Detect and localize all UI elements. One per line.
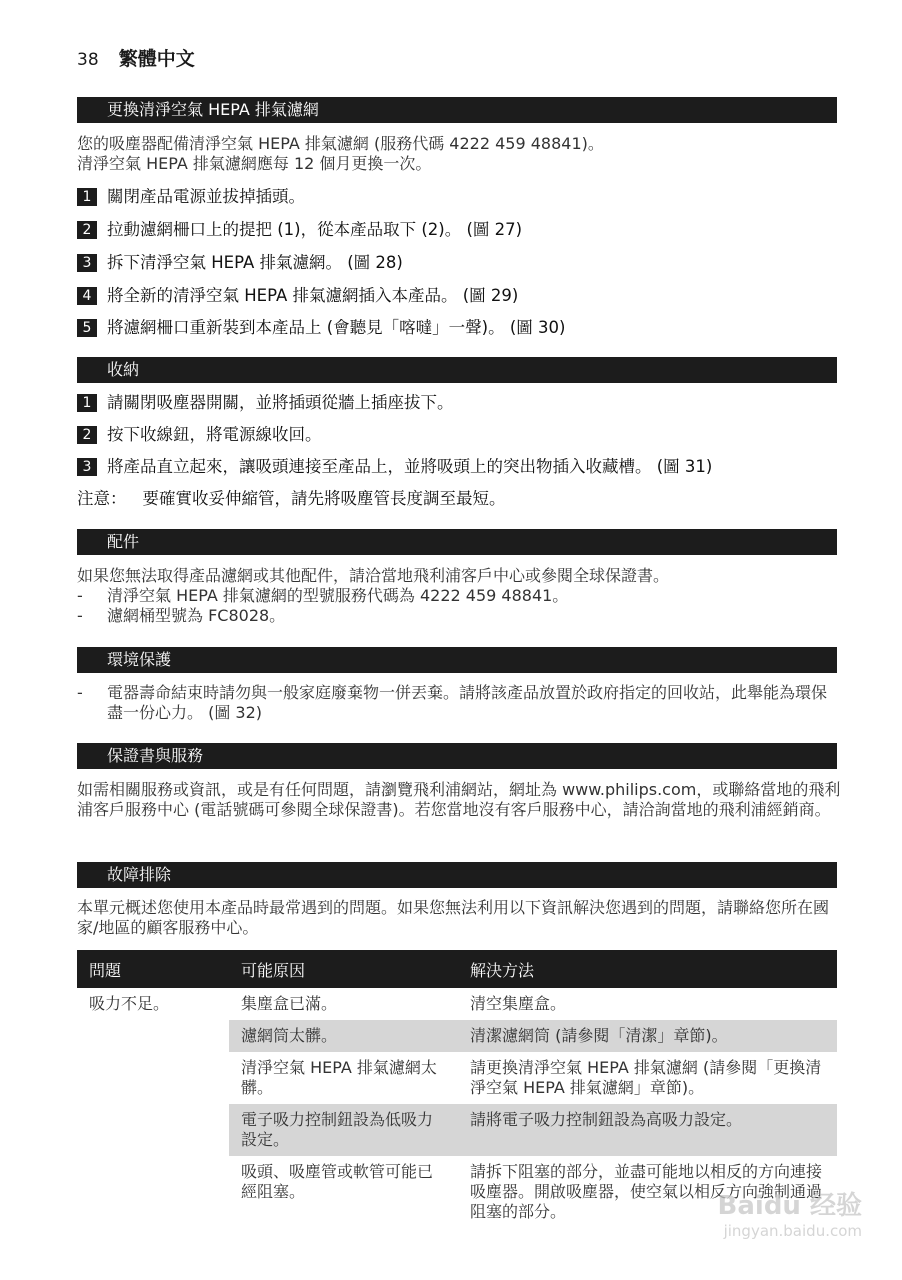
section-title-storage: 收納	[77, 357, 837, 383]
table-row	[77, 988, 837, 1020]
cell-problem	[77, 1156, 229, 1228]
header-problem: 問題	[77, 950, 229, 988]
cell-problem	[77, 1052, 229, 1104]
troubleshooting-intro: 本單元概述您使用本產品時最常遇到的問題。如果您無法利用以下資訊解決您遇到的問題，請聯絡您所在國家/地區的顧客服務中心。	[77, 898, 830, 937]
step-number-badge: 3	[77, 458, 97, 476]
hepa-step-1	[77, 186, 305, 208]
bullet-text: 濾網桶型號為 FC8028。	[107, 606, 286, 625]
watermark-url: jingyan.baidu.com	[723, 1222, 862, 1240]
bullet-dash: -	[77, 586, 83, 605]
header-solution: 解決方法	[458, 950, 837, 988]
table-header-row	[77, 950, 837, 988]
hepa-intro-line1: 您的吸塵器配備清淨空氣 HEPA 排氣濾網 (服務代碼 4222 459 48841)。	[77, 134, 604, 153]
step-text: 將全新的清淨空氣 HEPA 排氣濾網插入本產品。 (圖 29)	[107, 286, 519, 305]
cell-solution: 請更換清淨空氣 HEPA 排氣濾網 (請參閱「更換清淨空氣 HEPA 排氣濾網」章節)。	[470, 1058, 822, 1097]
page-number: 38	[77, 50, 99, 70]
hepa-step-4	[77, 285, 518, 307]
table-row	[77, 1052, 837, 1104]
cell-problem	[77, 1020, 229, 1052]
section-title-troubleshooting: 故障排除	[77, 862, 837, 888]
section-title-accessories: 配件	[77, 529, 837, 555]
step-text: 拉動濾網柵口上的提把 (1)，從本產品取下 (2)。 (圖 27)	[107, 220, 523, 239]
step-number-badge: 2	[77, 221, 97, 239]
hepa-step-5	[77, 317, 565, 339]
step-text: 將產品直立起來，讓吸頭連接至產品上，並將吸頭上的突出物插入收藏槽。 (圖 31)	[107, 457, 713, 476]
storage-note	[77, 488, 506, 510]
section-title-environment: 環境保護	[77, 647, 837, 673]
step-text: 將濾網柵口重新裝到本產品上 (會聽見「喀噠」一聲)。 (圖 30)	[107, 318, 566, 337]
note-text: 要確實收妥伸縮管，請先將吸塵管長度調至最短。	[142, 489, 506, 508]
cell-solution: 請將電子吸力控制鈕設為高吸力設定。	[458, 1104, 837, 1156]
header-cause: 可能原因	[229, 950, 458, 988]
table-row	[77, 1104, 837, 1156]
section-title-hepa: 更換清淨空氣 HEPA 排氣濾網	[77, 97, 837, 123]
hepa-intro	[77, 134, 847, 174]
step-text: 拆下清淨空氣 HEPA 排氣濾網。 (圖 28)	[107, 253, 403, 272]
step-number-badge: 1	[77, 188, 97, 206]
section-title-warranty: 保證書與服務	[77, 743, 837, 769]
bullet-text: 電器壽命結束時請勿與一般家庭廢棄物一併丟棄。請將該產品放置於政府指定的回收站，此舉能為環保盡一份心力。 (圖 32)	[107, 683, 828, 722]
cell-cause: 濾網筒太髒。	[229, 1020, 458, 1052]
hepa-intro-line2: 清淨空氣 HEPA 排氣濾網應每 12 個月更換一次。	[77, 154, 432, 173]
storage-step-1	[77, 392, 454, 414]
cell-problem	[77, 1104, 229, 1156]
step-number-badge: 4	[77, 287, 97, 305]
step-number-badge: 1	[77, 394, 97, 412]
cell-cause: 電子吸力控制鈕設為低吸力設定。	[229, 1104, 458, 1156]
bullet-dash: -	[77, 606, 83, 625]
storage-step-2	[77, 424, 322, 446]
language-title: 繁體中文	[118, 48, 195, 70]
accessories-intro: 如果您無法取得產品濾網或其他配件，請洽當地飛利浦客戶中心或參閱全球保證書。	[77, 566, 670, 585]
baidu-watermark	[718, 1185, 862, 1240]
step-text: 按下收線鈕，將電源線收回。	[107, 425, 322, 444]
watermark-main: Baidu 经验	[717, 1191, 862, 1221]
accessories-bullet-1	[77, 586, 847, 606]
bullet-dash: -	[77, 683, 83, 702]
step-number-badge: 5	[77, 319, 97, 337]
bullet-text: 清淨空氣 HEPA 排氣濾網的型號服務代碼為 4222 459 48841。	[107, 586, 569, 605]
cell-solution: 清空集塵盒。	[470, 994, 567, 1013]
cell-problem: 吸力不足。	[89, 994, 170, 1013]
note-label: 注意：	[77, 489, 127, 508]
cell-cause: 清淨空氣 HEPA 排氣濾網太髒。	[241, 1058, 437, 1097]
storage-step-3	[77, 456, 712, 478]
cell-solution: 清潔濾網筒 (請參閱「清潔」章節)。	[458, 1020, 837, 1052]
page-header	[77, 44, 195, 71]
cell-cause: 集塵盒已滿。	[241, 994, 338, 1013]
step-number-badge: 3	[77, 254, 97, 272]
cell-solution: 請拆下阻塞的部分，並盡可能地以相反的方向連接吸塵器。開啟吸塵器，使空氣以相反方向強制通過阻塞的部分。	[470, 1162, 823, 1221]
step-text: 關閉產品電源並拔掉插頭。	[107, 187, 305, 206]
accessories-bullet-2	[77, 606, 847, 626]
hepa-step-2	[77, 219, 522, 241]
step-text: 請關閉吸塵器開關，並將插頭從牆上插座拔下。	[107, 393, 454, 412]
environment-bullet	[77, 683, 847, 723]
cell-cause: 吸頭、吸塵管或軟管可能已經阻塞。	[241, 1162, 434, 1201]
step-number-badge: 2	[77, 426, 97, 444]
warranty-text: 如需相關服務或資訊，或是有任何問題，請瀏覽飛利浦網站，網址為 www.philips.com，或聯絡當地的飛利浦客戶服務中心 (電話號碼可參閱全球保證書)。若您當地沒有客戶服務中心，請洽詢當地的飛利浦經銷商。	[77, 780, 841, 819]
hepa-step-3	[77, 252, 403, 274]
table-row	[77, 1020, 837, 1052]
